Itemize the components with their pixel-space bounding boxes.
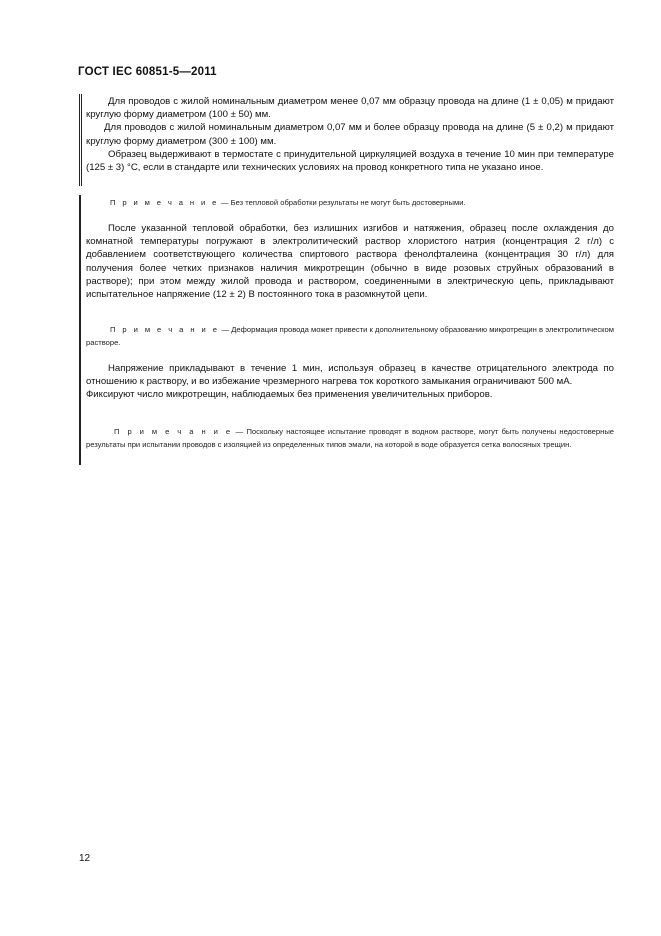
paragraph-block-voltage [86,362,614,402]
paragraph-electrolyte: После указанной тепловой обработки, без излишних изгибов и натяжения, образец после охлаждения до комнатной температуры погружают в электролитический раствор хлористого натрия (концентрация 2 г/л) с добавлением соответствующего количества спиртового раствора фенолфталеина (концентрация 30 г/л) для получения более четких признаков наличия микротрещин (обычно в виде розовых струйных образований в растворе); при этом между жилой провода и раствором, соединенными в электрическую цепь, прикладывают испытательное напряжение (12 ± 2) В постоянного тока в разомкнутой цепи. [86,223,614,301]
note-label: П р и м е ч а н и е [110,325,220,334]
note-text: — Деформация провода может привести к дополнительному образованию микротрещин в электролитическом растворе. [86,325,614,348]
note-text: — Поскольку настоящее испытание проводят в водном растворе, могут быть получены недостоверные результаты при испытании проводов с изоляцией из определенных типов эмали, на которой в воде образуется сетка волосяных трещин. [86,427,614,450]
paragraph-voltage: Напряжение прикладывают в течение 1 мин, используя образец в качестве отрицательного электрода по отношению к раствору, и во избежание чрезмерного нагрева ток короткого замыкания ограничивают 500 мА. [86,363,614,388]
paragraph-small-diameter: Для проводов с жилой номинальным диаметром менее 0,07 мм образцу провода на длине (1 ± 0,05) м придают круглую форму диаметром (100 ± 50) мм. [86,96,614,121]
note-text: — Без тепловой обработки результаты не могут быть достоверными. [218,198,466,207]
change-bar [79,94,82,186]
paragraph-count-cracks: Фиксируют число микротрещин, наблюдаемых без применения увеличительных приборов. [86,389,493,401]
change-bar [79,195,81,465]
paragraph-block-electrolyte [86,222,614,301]
document-header: ГОСТ IEC 60851-5—2011 [78,66,217,78]
note-label: П р и м е ч а н и е [110,198,219,207]
note-label: П р и м е ч а н и е [114,427,233,436]
paragraph-large-diameter: Для проводов с жилой номинальным диаметром 0,07 мм и более образцу провода на длине (5 ± 0,2) м придают круглую форму диаметром (300 ± 100) мм. [86,122,614,147]
page-number: 12 [79,853,91,864]
paragraph-block-conditioning [86,95,614,174]
note-deformation [86,323,614,349]
note-water-solution [86,425,614,451]
note-heat-treatment [86,196,638,209]
paragraph-heat-treatment: Образец выдерживают в термостате с принудительной циркуляцией воздуха в течение 10 мин при температуре (125 ± 3) °С, если в стандарте или технических условиях на провод конкретного типа не указано иное. [86,148,614,174]
